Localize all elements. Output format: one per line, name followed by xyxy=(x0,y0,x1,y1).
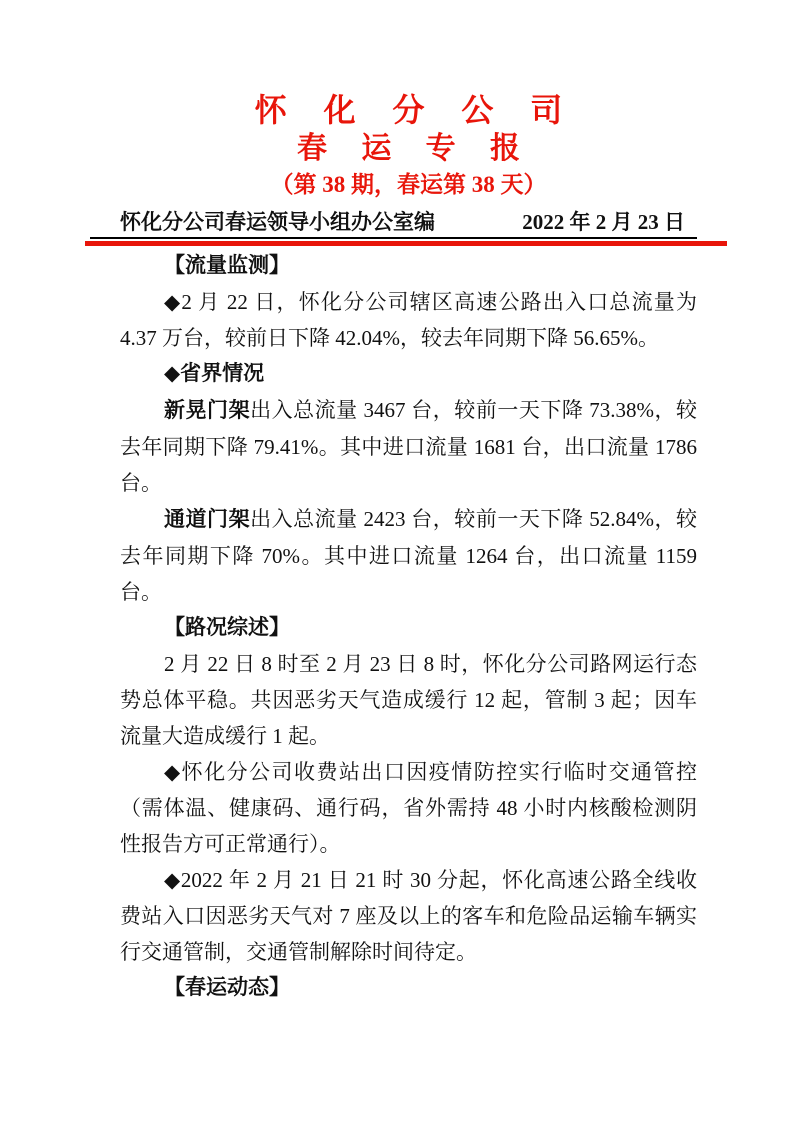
tongdao-gantry-label: 通道门架 xyxy=(164,508,251,531)
para-total-flow: ◆2 月 22 日，怀化分公司辖区高速公路出入口总流量为 4.37 万台，较前日下降 42.04%，较去年同期下降 56.65%。 xyxy=(120,290,697,350)
subheading-provincial-border: ◆省界情况 xyxy=(164,362,265,385)
para-exit-epidemic-control: ◆怀化分公司收费站出口因疫情防控实行临时交通管控（需体温、健康码、通行码，省外需持 48 小时内核酸检测阴性报告方可正常通行）。 xyxy=(120,760,697,856)
xinhuang-gantry-text: 出入总流量 3467 台，较前一天下降 73.38%，较去年同期下降 79.41%。其中进口流量 1681 台，出口流量 1786 台。 xyxy=(120,398,697,495)
section-heading-road-summary: 【路况综述】 xyxy=(164,616,290,639)
masthead-rule-black xyxy=(90,210,697,239)
xinhuang-gantry-label: 新晃门架 xyxy=(164,399,251,422)
para-entry-weather-control: ◆2022 年 2 月 21 日 21 时 30 分起，怀化高速公路全线收费站入口因恶劣天气对 7 座及以上的客车和危险品运输车辆实行交通管制，交通管制解除时间待定。 xyxy=(120,868,697,964)
document-body xyxy=(120,0,697,1006)
company-title: 怀 化 分 公 司 xyxy=(254,92,577,128)
report-content xyxy=(120,248,697,1006)
section-heading-traffic-monitor: 【流量监测】 xyxy=(164,254,290,277)
para-network-overview: 2 月 22 日 8 时至 2 月 23 日 8 时，怀化分公司路网运行态势总体平稳。共因恶劣天气造成缓行 12 起，管制 3 起；因车流量大造成缓行 1 起。 xyxy=(120,652,697,748)
issuer-row xyxy=(120,210,697,234)
section-heading-spring-travel: 【春运动态】 xyxy=(164,976,290,999)
para-xinhuang-gantry xyxy=(120,392,697,501)
para-tongdao-gantry xyxy=(120,501,697,610)
tongdao-gantry-text: 出入总流量 2423 台，较前一天下降 52.84%，较去年同期下降 70%。其中进口流量 1264 台，出口流量 1159 台。 xyxy=(120,507,697,604)
issue-number-line: （第 38 期，春运第 38 天） xyxy=(270,172,547,197)
issuer-name: 怀化分公司春运领导小组办公室编 xyxy=(120,210,435,234)
masthead-rule-red xyxy=(85,241,727,246)
report-title: 春 运 专 报 xyxy=(296,132,533,165)
issue-date: 2022 年 2 月 23 日 xyxy=(522,210,685,234)
